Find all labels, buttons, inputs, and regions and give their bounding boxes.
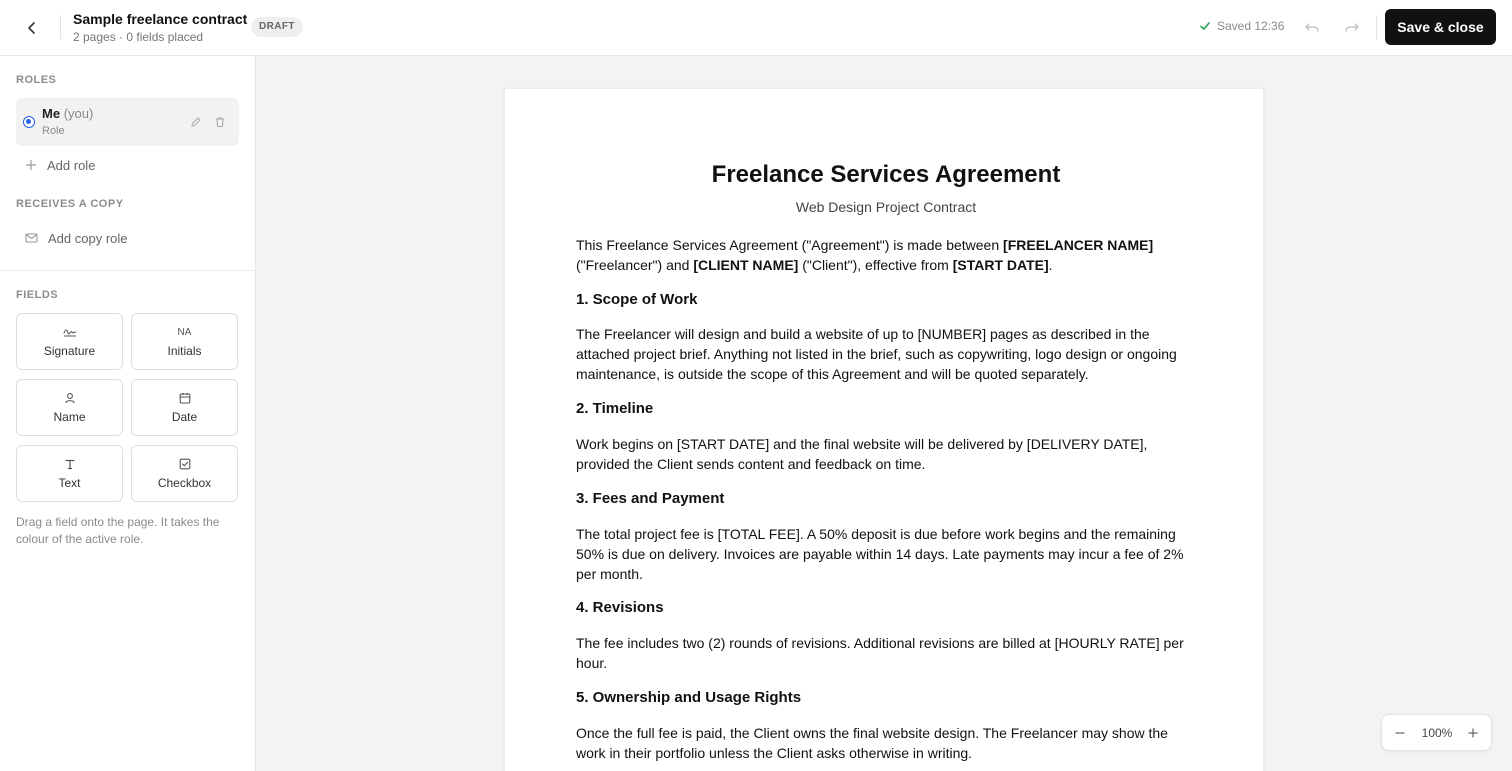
pencil-icon <box>190 116 202 128</box>
field-label: Text <box>58 476 81 490</box>
sidebar-divider <box>0 270 255 271</box>
undo-icon <box>1304 20 1320 36</box>
header-divider <box>1376 15 1377 39</box>
role-radio[interactable] <box>23 116 35 128</box>
calendar-icon <box>179 391 191 405</box>
document-heading: Freelance Services Agreement <box>711 161 1061 188</box>
section-body: The total project fee is [TOTAL FEE]. A 50% deposit is due before work begins and the remaining 50% is due on delivery. Invoices are payable within 14 days. Late payments may incur a fee of 2% per month. <box>576 526 1184 582</box>
field-initials[interactable] <box>131 313 238 370</box>
document-page[interactable] <box>504 88 1264 771</box>
chevron-left-icon <box>25 21 39 35</box>
mail-icon <box>25 232 38 244</box>
copy-section-label: RECEIVES A COPY <box>16 198 124 210</box>
add-role-button[interactable] <box>16 151 239 179</box>
document-canvas[interactable] <box>256 56 1512 771</box>
save-close-button[interactable]: Save & close <box>1385 9 1496 45</box>
field-signature[interactable] <box>16 313 123 370</box>
check-icon <box>1199 20 1211 32</box>
edit-role-button[interactable] <box>187 113 205 131</box>
field-checkbox[interactable] <box>131 445 238 502</box>
zoom-level: 100% <box>1421 726 1453 740</box>
section-heading: 2. Timeline <box>576 400 654 417</box>
redo-icon <box>1344 20 1360 36</box>
status-badge: DRAFT <box>251 17 303 37</box>
intro-paragraph: This Freelance Services Agreement ("Agreement") is made between [FREELANCER NAME] ("Freelancer") and [CLIENT NAME] ("Client"), effective from [START DATE]. <box>576 237 1154 273</box>
plus-icon <box>25 159 37 171</box>
section-body: The fee includes two (2) rounds of revisions. Additional revisions are billed at [HOURLY RATE] per hour. <box>576 635 1184 671</box>
add-copy-role-label: Add copy role <box>48 230 128 246</box>
sidebar <box>0 56 256 771</box>
delete-role-button[interactable] <box>211 113 229 131</box>
zoom-control <box>1381 714 1492 751</box>
undo-button[interactable] <box>1297 13 1327 43</box>
role-card-me[interactable] <box>16 98 239 146</box>
fields-section-label: FIELDS <box>16 289 59 301</box>
person-icon <box>64 391 76 405</box>
section-body: The Freelancer will design and build a website of up to [NUMBER] pages as described in the attached project brief. Anything not listed in the brief, such as copywriting, logo design or ongoing maintenance, is outside the scope of this Agreement and will be quoted separately. <box>576 326 1177 382</box>
signature-icon <box>63 325 77 339</box>
field-label: Name <box>53 410 86 424</box>
zoom-out-button[interactable] <box>1391 724 1409 742</box>
section-heading: 4. Revisions <box>576 599 664 616</box>
field-label: Checkbox <box>157 476 212 490</box>
header-divider <box>60 15 61 39</box>
section-body: Once the full fee is paid, the Client owns the final website design. The Freelancer may show the work in their portfolio unless the Client asks otherwise in writing. <box>576 725 1168 761</box>
field-text[interactable] <box>16 445 123 502</box>
text-icon <box>64 457 76 471</box>
document-title: Sample freelance contract <box>73 11 248 27</box>
section-body: Work begins on [START DATE] and the final website will be delivered by [DELIVERY DATE], provided the Client sends content and feedback on time. <box>576 436 1148 472</box>
roles-section-label: ROLES <box>16 74 57 86</box>
add-copy-role-button[interactable] <box>16 224 239 252</box>
checkbox-icon <box>179 457 191 471</box>
minus-icon <box>1394 727 1406 739</box>
field-name[interactable] <box>16 379 123 436</box>
save-status <box>1199 19 1284 33</box>
save-status-text: Saved 12:36 <box>1217 19 1285 33</box>
field-label: Signature <box>43 344 96 358</box>
zoom-in-button[interactable] <box>1464 724 1482 742</box>
field-date[interactable] <box>131 379 238 436</box>
field-label: Initials <box>167 344 202 358</box>
role-name: Me (you) <box>42 106 94 121</box>
plus-icon <box>1467 727 1479 739</box>
section-heading: 5. Ownership and Usage Rights <box>576 689 802 706</box>
top-bar <box>0 0 1512 56</box>
field-label: Date <box>171 410 198 424</box>
section-heading: 3. Fees and Payment <box>576 490 725 507</box>
section-heading: 1. Scope of Work <box>576 291 698 308</box>
redo-button[interactable] <box>1337 13 1367 43</box>
back-button[interactable] <box>16 12 48 44</box>
document-subtitle: 2 pages · 0 fields placed <box>73 30 204 44</box>
role-kind: Role <box>42 125 65 137</box>
trash-icon <box>214 116 226 128</box>
document-subheading: Web Design Project Contract <box>795 199 977 215</box>
add-role-label: Add role <box>47 157 96 173</box>
drag-hint: Drag a field onto the page. It takes the colour of the active role. <box>16 515 220 546</box>
initials-icon: NA <box>177 326 192 338</box>
